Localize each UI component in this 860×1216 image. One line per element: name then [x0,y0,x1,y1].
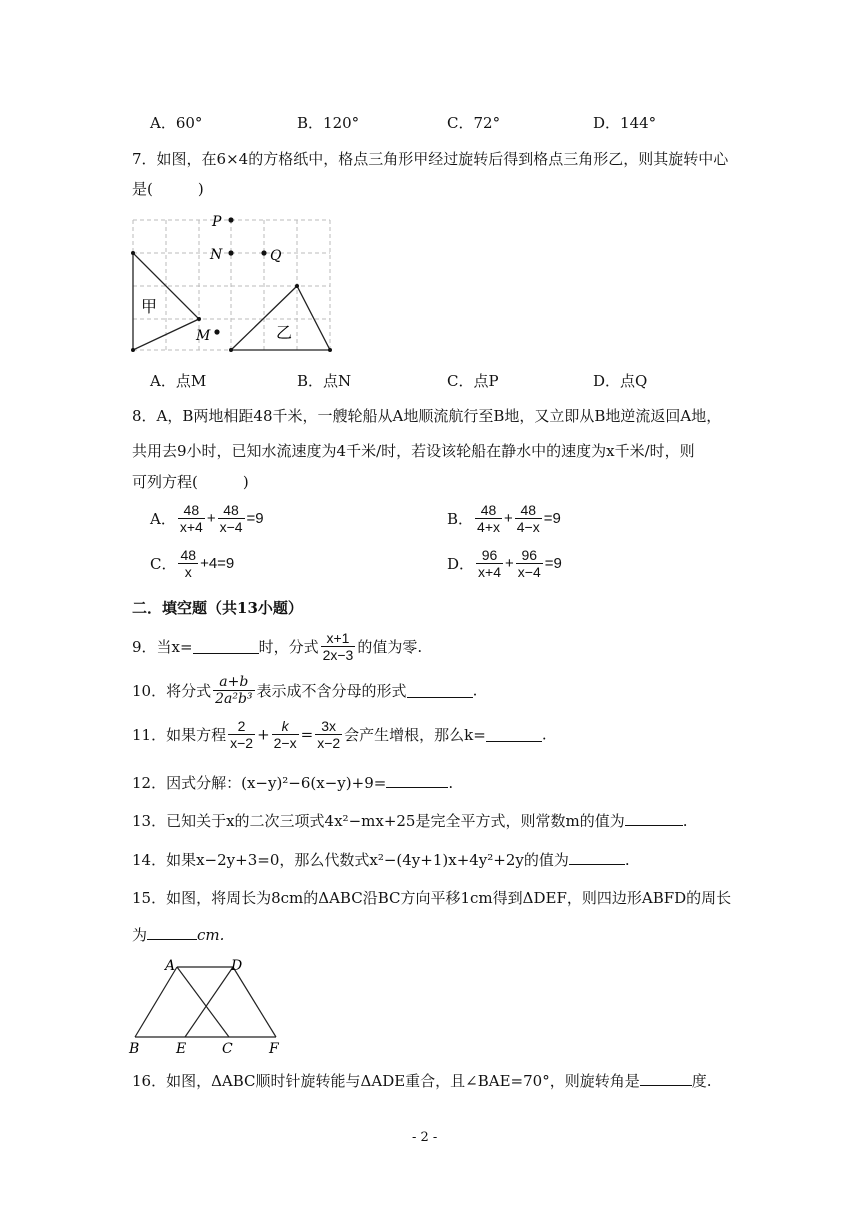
q7-option-b: B．点N [297,372,352,390]
q7-line2: 是( ) [132,180,204,198]
q14-blank[interactable] [569,850,625,865]
q9-blank[interactable] [193,639,259,654]
q7-grid-figure [125,208,340,358]
point-n [228,250,233,255]
q8-option-c: C． $\frac{48}{x}$ +4=9 [150,547,235,580]
q8-line2: 共用去9小时，已知水流速度为4千米/时，若设该轮船在静水中的速度为x千米/时，则 [132,442,695,460]
q9: 9．当x= 时，分式 $\frac{x+1}{2x-3}$ 的值为零. [132,630,423,663]
q8-option-a: A． $\frac{48}{x+4}$ + $\frac{48}{x-4}$ =9 [150,502,264,535]
label-f: F [269,1041,279,1057]
q8-option-b: B． $\frac{48}{4+x}$ + $\frac{48}{4-x}$ =9 [447,502,561,535]
label-jia: 甲 [141,297,158,316]
page-number: - 2 - [412,1130,438,1145]
label-e: E [176,1041,187,1057]
q6-option-b: B．120° [297,114,360,132]
q6-option-c: C．72° [447,114,501,132]
q15-blank[interactable] [147,925,197,940]
point-q [261,250,266,255]
q6-option-a: A．60° [150,114,203,132]
q8-option-d: D． $\frac{96}{x+4}$ + $\frac{96}{x-4}$ =9 [447,547,562,580]
q15-line1: 15．如图，将周长为8cm的ΔABC沿BC方向平移1cm得到ΔDEF，则四边形ABFD的周长 [132,889,732,907]
q15-line2: 为 cm. [132,926,225,944]
point-p [228,217,233,222]
q8-line1: 8．A，B两地相距48千米，一艘轮船从A地顺流航行至B地，又立即从B地逆流返回A地， [132,407,722,425]
q7-option-d: D．点Q [593,372,648,390]
point-m [214,329,219,334]
label-p: P [212,214,222,230]
q16: 16．如图，ΔABC顺时针旋转能与ΔADE重合，且∠BAE=70°，则旋转角是 度. [132,1072,712,1090]
label-d: D [231,958,243,974]
q13-blank[interactable] [625,811,683,826]
q8-line3: 可列方程( ) [132,473,249,491]
label-n: N [210,247,223,263]
section-heading: 二．填空题（共13小题） [132,599,303,617]
q12-blank[interactable] [386,773,448,788]
label-c: C [222,1041,233,1057]
label-m: M [196,328,211,344]
label-b: B [129,1041,140,1057]
q12: 12．因式分解：(x−y)²−6(x−y)+9= . [132,774,454,792]
q7-option-c: C．点P [447,372,499,390]
label-yi: 乙 [276,323,293,342]
q10-blank[interactable] [407,683,473,698]
q16-blank[interactable] [640,1071,692,1086]
grid-lines [133,220,330,350]
q7-line1: 7．如图，在6×4的方格纸中，格点三角形甲经过旋转后得到格点三角形乙，则其旋转中心 [132,150,729,168]
q13: 13．已知关于x的二次三项式4x²−mx+25是完全平方式，则常数m的值为 . [132,812,688,830]
q15-translation-figure [125,955,290,1060]
q11: 11．如果方程 $\frac{2}{x-2}$ + $\frac{k}{2-x}$ = $\frac{3x}{x-2}$ 会产生增根，那么k= . [132,718,547,751]
q11-blank[interactable] [486,727,542,742]
q7-option-a: A．点M [150,372,207,390]
q10: 10．将分式 $\frac{a+b}{\text{2a²b³}}$ 表示成不含分母的形式 . [132,674,478,707]
q14: 14．如果x−2y+3=0，那么代数式x²−(4y+1)x+4y²+2y的值为 . [132,851,630,869]
label-q: Q [270,248,282,264]
label-a: A [165,958,176,974]
q6-option-d: D．144° [593,114,657,132]
